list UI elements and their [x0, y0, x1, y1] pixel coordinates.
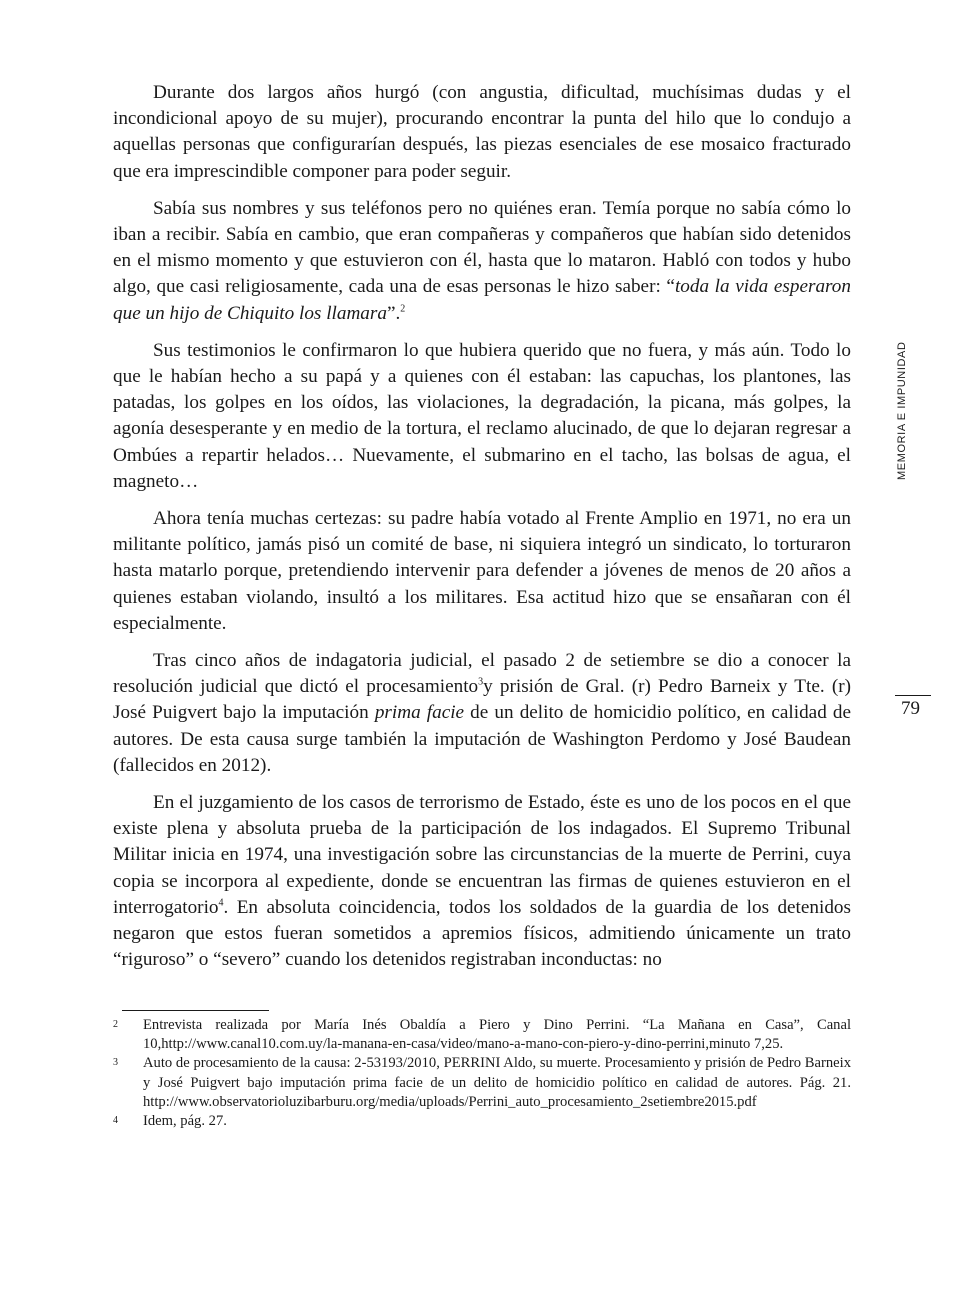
- footnote-ref: 3: [478, 676, 484, 688]
- paragraph: [113, 648, 851, 779]
- footnote-ref: 2: [400, 303, 406, 315]
- footnote-text: Idem, pág. 27.: [143, 1113, 227, 1130]
- footnote: [113, 1112, 851, 1131]
- text-run: y prisión de Gral. (r) Pedro Barneix y Tte. (r) José Puigvert bajo la imputación: [113, 676, 851, 724]
- footnote-divider: [122, 1010, 269, 1011]
- footnote-number: 4: [113, 1115, 118, 1127]
- paragraph: [113, 790, 851, 973]
- footnote: [113, 1016, 851, 1054]
- footnote: [113, 1054, 851, 1112]
- text-run: de un delito de homicidio político, en calidad de autores. De esta causa surge también la imputación de Washington Perdomo y José Baudean (fallecidos en 2012).: [113, 702, 852, 776]
- italic-text: prima facie: [374, 702, 465, 724]
- text-run: ”.: [386, 302, 401, 324]
- paragraph: [113, 338, 851, 495]
- body-text: [113, 80, 851, 985]
- footnote-ref: 4: [218, 897, 224, 909]
- footnote-text: Auto de procesamiento de la causa: 2-53193/2010, PERRINI Aldo, su muerte. Procesamiento y prisión de Pedro Barneix y José Puigvert bajo imputación prima facie de un delito de homicidio político en calidad de autores. Pág. 21. http://www.observatorioluzibarburu.org/media/uploads/Perrini_auto_procesamiento_2setiembre2015.pdf: [143, 1055, 851, 1110]
- text-run: Durante dos largos años hurgó (con angustia, dificultad, muchísimas dudas y el incondicional apoyo de su mujer), procurando encontrar la punta del hilo que lo condujo a aquellas personas que configurarían después, las piezas esenciales de ese mosaico fracturado que era imprescindible componer para poder seguir.: [113, 82, 851, 182]
- footnotes: [113, 1016, 851, 1131]
- running-header-title: MEMORIA E IMPUNIDAD: [896, 341, 908, 480]
- footnote-number: 2: [113, 1019, 118, 1030]
- footnote-number: 3: [113, 1057, 118, 1069]
- text-run: . En absoluta coincidencia, todos los soldados de la guardia de los detenidos negaron que estos fueran sometidos a apremios físicos, admitiendo únicamente un trato “riguroso” o “severo” cuando los detenidos registraban inconductas: no: [113, 896, 851, 971]
- text-run: Sus testimonios le confirmaron lo que hubiera querido que no fuera, y más aún. Todo lo que le habían hecho a su papá y a quienes con él estaban: las capuchas, los plantones, las patadas, los golpes en los oídos, las violaciones, la degradación, la picana, más golpes, la agonía desesperante y en medio de la tortura, el reclamo alucinado, de que lo dejaran regresar a Ombúes a repartir helados… Nuevamente, el submarino en el tacho, las bolsas de agua, el magneto…: [113, 339, 851, 492]
- text-run: Ahora tenía muchas certezas: su padre había votado al Frente Amplio en 1971, no era un militante político, jamás pisó un comité de base, ni siquiera integró un sindicato, lo torturaron hasta matarlo porque, pretendiendo intervenir para defender a jóvenes de menos de 20 años a quienes estaban violando, insultó a los militares. Esa actitud hizo que se ensañaran con él especialmente.: [113, 508, 851, 634]
- italic-text: toda la vida esperaron que un hijo de Chiquito los llamara: [113, 276, 851, 324]
- text-run: Sabía sus nombres y sus teléfonos pero no quiénes eran. Temía porque no sabía cómo lo iban a recibir. Sabía en cambio, que eran compañeras y compañeros que habían sido detenidos en el mismo momento y que estuvieron con él, hasta que lo mataron. Habló con todos y hubo algo, que casi religiosamente, cada una de esas personas le hizo saber: “: [113, 197, 851, 298]
- paragraph: [113, 506, 851, 637]
- page-number-rule: [895, 695, 931, 696]
- paragraph: [113, 80, 851, 185]
- text-run: Tras cinco años de indagatoria judicial, el pasado 2 de setiembre se dio a conocer la resolución judicial que dictó el procesamiento: [113, 650, 851, 698]
- paragraph: [113, 196, 851, 327]
- text-run: En el juzgamiento de los casos de terrorismo de Estado, éste es uno de los pocos en el que existe plena y absoluta prueba de la participación de los indagados. El Supremo Tribunal Militar inicia en 1974, una investigación sobre las circunstancias de la muerte de Perrini, cuya copia se incorpora al expediente, donde se encuentran las firmas de quienes estuvieron en el interrogatorio: [113, 792, 851, 918]
- page-number: 79: [901, 698, 920, 719]
- footnote-text: Entrevista realizada por María Inés Obaldía a Piero y Dino Perrini. “La Mañana en Casa”, Canal 10,http://www.canal10.com.uy/la-manana-en-casa/video/mano-a-mano-con-piero-y-dino-perrini,minuto 7,25.: [143, 1017, 851, 1053]
